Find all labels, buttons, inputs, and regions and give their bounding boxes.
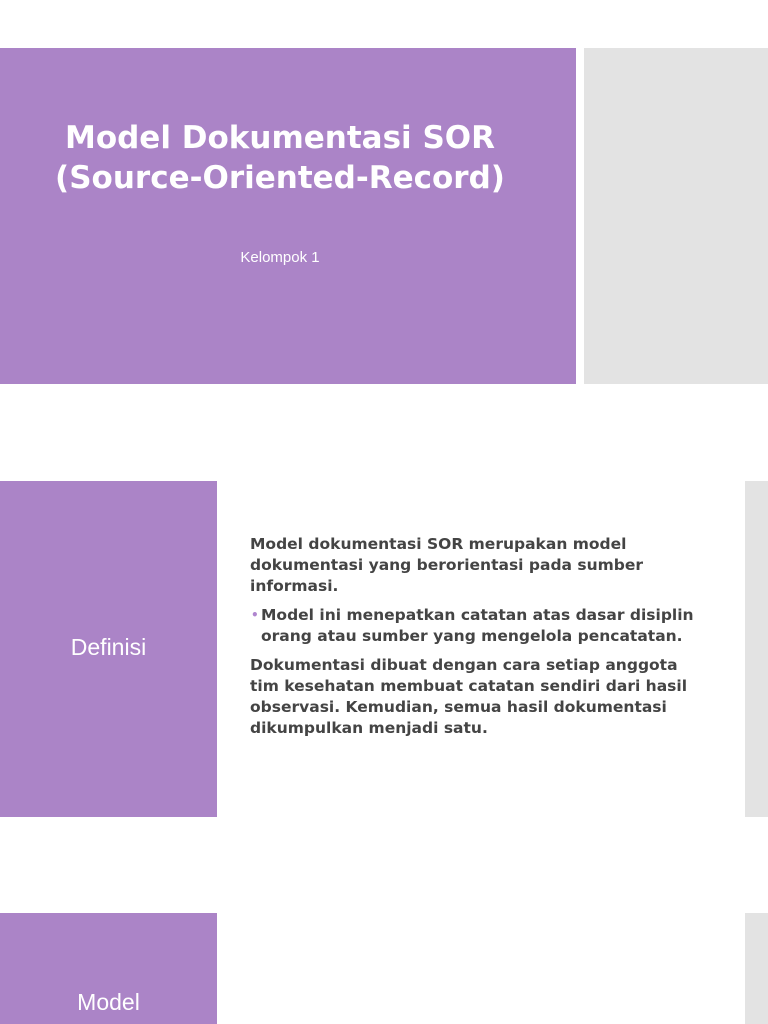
slide-subtitle: Kelompok 1 <box>240 249 320 266</box>
slide-title-line-2: (Source-Oriented-Record) <box>55 160 505 196</box>
slide-title <box>20 118 540 198</box>
slide-title-line-1: Model Dokumentasi SOR <box>64 120 496 156</box>
title-slide-panel <box>0 48 576 384</box>
model-heading: Model <box>77 989 140 1015</box>
definisi-paragraph-2: Dokumentasi dibuat dengan cara setiap anggota tim kesehatan membuat catatan sendiri dari hasil observasi. Kemudian, semua hasil dokumentasi dikumpulkan menjadi satu. <box>250 656 688 737</box>
model-side-panel <box>745 913 768 1024</box>
definisi-paragraph-1: Model dokumentasi SOR merupakan model dokumentasi yang berorientasi pada sumber informasi. <box>250 535 644 595</box>
definisi-content <box>250 534 710 747</box>
definisi-side-panel <box>745 481 768 817</box>
definisi-heading: Definisi <box>70 634 147 660</box>
bullet-dot-icon: • <box>251 608 259 622</box>
definisi-bullet-item <box>250 605 710 647</box>
title-slide-side-panel <box>584 48 768 384</box>
definisi-bullet-text: Model ini menepatkan catatan atas dasar disiplin orang atau sumber yang mengelola pencatatan. <box>261 606 694 645</box>
